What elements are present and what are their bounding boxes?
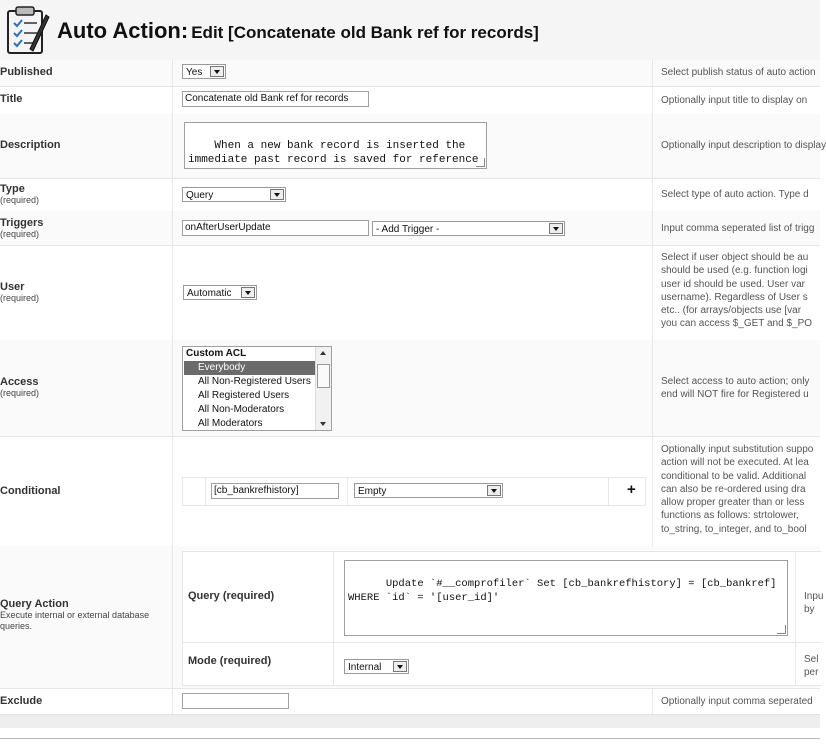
- access-listbox[interactable]: [182, 346, 332, 431]
- published-row: [0, 60, 820, 87]
- conditional-field-value: [cb_bankrefhistory]: [214, 485, 299, 496]
- required-note: (required): [0, 388, 40, 398]
- chevron-down-icon: [210, 66, 224, 77]
- description-line: by: [804, 604, 815, 616]
- description-line: Sel: [804, 654, 819, 665]
- description-line: Optionally input substitution suppo: [661, 444, 814, 455]
- page-footer: [0, 714, 820, 747]
- description-label: Description: [0, 139, 61, 151]
- description-line: should be used (e.g. function logi: [661, 265, 808, 277]
- title-value: Concatenate old Bank ref for records: [185, 93, 349, 104]
- conditional-label: Conditional: [0, 485, 61, 497]
- description-line: allow proper greater than or less: [661, 497, 805, 509]
- type-row: [0, 178, 820, 212]
- description-line: Select if user object should be au: [661, 252, 809, 263]
- query-action-label: Query Action: [0, 598, 69, 610]
- access-label: Access: [0, 376, 39, 388]
- description-line: to_string, to_integer, and to_bool: [661, 523, 807, 535]
- page-title-sub: Edit [Concatenate old Bank ref for records]: [191, 23, 539, 42]
- chevron-down-icon: [270, 189, 284, 200]
- access-row: [0, 340, 820, 437]
- triggers-row: [0, 211, 820, 246]
- query-action-row: [0, 546, 824, 689]
- user-value: Automatic: [187, 288, 232, 299]
- title-input[interactable]: [182, 91, 369, 107]
- chevron-down-icon: [549, 223, 563, 234]
- published-select[interactable]: [182, 64, 226, 79]
- access-description: [661, 375, 820, 402]
- description-line: per: [804, 667, 819, 679]
- mode-value: Internal: [348, 662, 382, 673]
- conditional-operator-select[interactable]: [354, 483, 503, 498]
- triggers-label: Triggers: [0, 217, 44, 229]
- add-trigger-select[interactable]: [372, 221, 565, 236]
- conditional-subrow: [182, 477, 646, 506]
- page-title: [57, 18, 539, 44]
- chevron-down-icon: [393, 661, 407, 672]
- resize-grip-icon[interactable]: [476, 158, 485, 167]
- resize-grip-icon[interactable]: [777, 625, 786, 634]
- triggers-input[interactable]: [182, 220, 369, 236]
- required-note: (required): [0, 229, 40, 239]
- access-scrollbar[interactable]: [315, 347, 331, 430]
- description-value: When a new bank record is inserted the immediate past record is saved for reference: [188, 140, 479, 166]
- description-line: action will not be executed. At lea: [661, 457, 809, 469]
- user-label: User: [0, 281, 25, 293]
- conditional-operator-value: Empty: [358, 486, 387, 497]
- query-value: Update `#__comprofiler` Set [cb_bankrefhistory] = [cb_bankref] WHERE `id` = '[user_id]': [348, 578, 777, 604]
- type-select[interactable]: [182, 187, 286, 202]
- exclude-input[interactable]: [182, 693, 289, 709]
- required-note: (required): [219, 655, 272, 667]
- chevron-down-icon: [487, 485, 501, 496]
- access-option[interactable]: Custom ACL: [186, 348, 247, 359]
- query-action-hint: Execute internal or external database queries.: [0, 610, 150, 631]
- required-note: (required): [0, 195, 40, 205]
- description-line: conditional to be valid. Additional: [661, 470, 807, 482]
- scroll-down-icon[interactable]: [320, 422, 326, 426]
- exclude-description: Optionally input comma seperated: [661, 696, 813, 707]
- conditional-field-input[interactable]: [211, 483, 339, 499]
- conditional-description: [661, 443, 820, 536]
- scroll-thumb[interactable]: [317, 364, 330, 388]
- description-line: Inpu: [804, 591, 824, 602]
- clipboard-checklist-icon: [4, 5, 50, 55]
- page-header: [0, 0, 820, 61]
- exclude-label: Exclude: [0, 695, 43, 707]
- query-description: [804, 590, 824, 617]
- user-select[interactable]: [183, 285, 257, 300]
- access-option[interactable]: All Registered Users: [198, 390, 290, 401]
- description-line: username). Regardless of User s: [661, 291, 808, 303]
- mode-label: Mode: [188, 655, 217, 667]
- access-option-selected[interactable]: Everybody: [184, 361, 316, 375]
- description-line: Select access to auto action; only: [661, 376, 810, 387]
- title-row: [0, 86, 820, 115]
- title-description: Optionally input title to display on: [661, 95, 808, 106]
- mode-description: [804, 653, 821, 680]
- triggers-value: onAfterUserUpdate: [185, 222, 271, 233]
- exclude-row: [0, 688, 820, 715]
- description-line: user id should be used. User var: [661, 278, 805, 290]
- type-value: Query: [186, 190, 214, 201]
- query-label: Query: [188, 590, 220, 602]
- query-textarea[interactable]: [344, 560, 788, 636]
- description-line: can also be re-ordered using dra: [661, 483, 806, 495]
- add-trigger-value: - Add Trigger -: [376, 224, 440, 235]
- title-label: Title: [0, 93, 23, 105]
- required-note: (required): [222, 590, 275, 602]
- published-description: Select publish status of auto action: [661, 67, 816, 78]
- access-option[interactable]: All Non-Registered Users: [198, 376, 311, 387]
- required-note: (required): [0, 293, 40, 303]
- add-condition-button[interactable]: +: [627, 481, 636, 498]
- scroll-up-icon[interactable]: [320, 351, 326, 355]
- published-value: Yes: [186, 67, 203, 78]
- description-textarea[interactable]: [184, 122, 487, 169]
- description-line: end will NOT fire for Registered u: [661, 389, 809, 401]
- published-label: Published: [0, 66, 53, 78]
- description-line: functions as follows: strtolower,: [661, 510, 799, 522]
- type-description: Select type of auto action. Type d: [661, 189, 809, 200]
- page-title-main: Auto Action:: [57, 18, 189, 43]
- triggers-description: Input comma seperated list of trigg: [661, 223, 815, 234]
- description-line: etc.. (for arrays/objects use [var: [661, 305, 802, 317]
- description-line: you can access $_GET and $_PO: [661, 318, 813, 330]
- type-label: Type: [0, 183, 25, 195]
- query-subtable: [182, 551, 824, 686]
- mode-select[interactable]: [344, 659, 409, 674]
- conditional-row: [0, 436, 820, 547]
- user-description: [661, 251, 820, 331]
- access-option[interactable]: All Non-Moderators: [198, 404, 285, 415]
- access-option[interactable]: All Moderators: [198, 418, 263, 429]
- chevron-down-icon: [241, 287, 255, 298]
- user-row: [0, 245, 820, 341]
- description-description: Optionally input description to display: [661, 140, 826, 151]
- description-row: [0, 114, 826, 179]
